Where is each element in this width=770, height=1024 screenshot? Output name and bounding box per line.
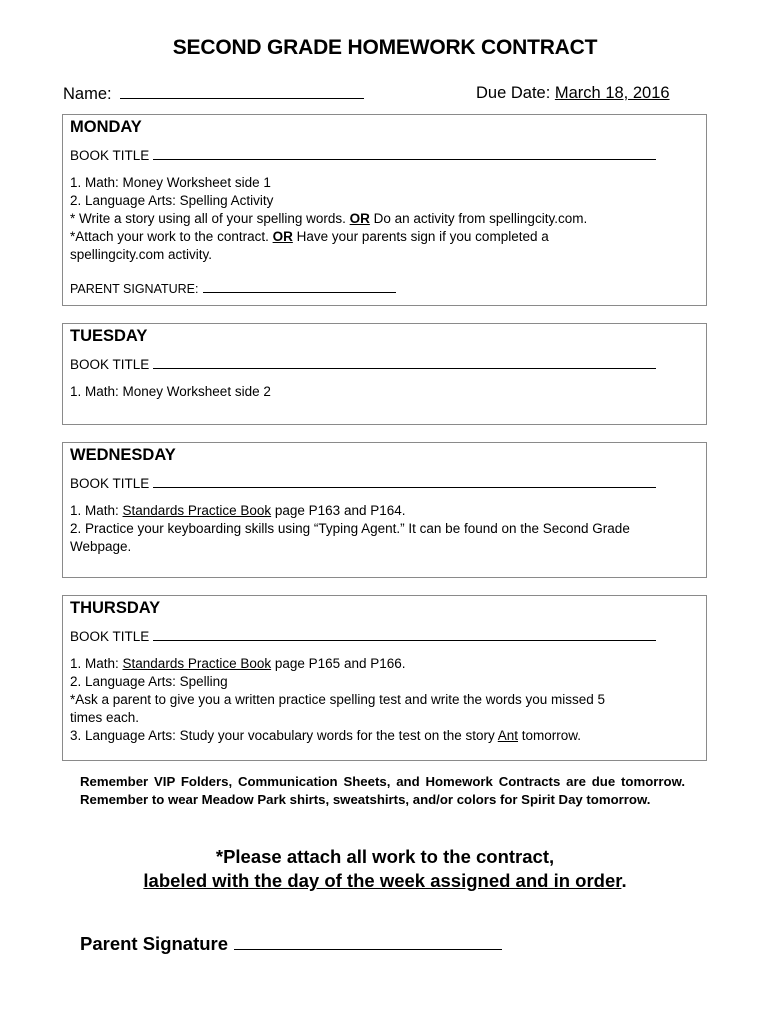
due-date-label: Due Date: [476,84,551,102]
wednesday-book-title [70,476,656,491]
tuesday-assignments [70,383,698,401]
text: tomorrow. [518,728,582,743]
thursday-line-3: *Ask a parent to give you a written practice spelling test and write the words you missed 5 [70,692,606,707]
name-label: Name: [63,85,112,103]
wednesday-heading: WEDNESDAY [70,446,176,464]
page-title: SECOND GRADE HOMEWORK CONTRACT [172,36,598,59]
book-title-blank [153,476,656,488]
book-title-blank [153,148,656,160]
monday-line-3 [70,210,698,228]
book-title-label: BOOK TITLE [70,476,150,491]
monday-section [62,114,707,306]
name-blank [120,84,364,99]
story-name: Ant [497,728,519,743]
thursday-line-4: times each. [70,710,140,725]
thursday-line-1 [70,655,698,673]
monday-line-2: 2. Language Arts: Spelling Activity [70,193,274,208]
text: 3. Language Arts: Study your vocabulary words for the test on the story [70,728,498,743]
attach-line-2-text: labeled with the day of the week assigned and in order [143,870,622,891]
monday-line-4 [70,228,698,246]
book-title-label: BOOK TITLE [70,629,150,644]
text: Have your parents sign if you completed a [292,229,549,244]
attach-instructions [0,845,770,893]
book-title-blank [153,629,656,641]
parent-signature-footer-blank [234,933,502,950]
text: 1. Math: [70,503,123,518]
parent-signature-label: PARENT SIGNATURE: [70,282,199,296]
attach-line-1: *Please attach all work to the contract, [215,846,555,867]
book-title-label: BOOK TITLE [70,357,150,372]
monday-line-5: spellingcity.com activity. [70,247,213,262]
reminder-note: Remember VIP Folders, Communication Sheets, and Homework Contracts are due tomorrow. Remember to wear Meadow Park shirts, sweatshirts, and/or colors for Spirit Day tomorrow. [80,774,685,807]
text: * Write a story using all of your spelling words. [70,211,350,226]
wednesday-line-1 [70,502,698,520]
monday-book-title [70,148,656,163]
name-field [63,84,364,104]
thursday-line-2: 2. Language Arts: Spelling [70,674,228,689]
or-emphasis: OR [349,211,370,226]
text: page P165 and P166. [271,656,406,671]
parent-signature-footer [80,933,502,955]
thursday-assignments [70,655,698,745]
text: 1. Math: [70,656,123,671]
attach-period: . [621,870,627,891]
due-date-field [476,84,670,103]
thursday-book-title [70,629,656,644]
book-name: Standards Practice Book [122,656,272,671]
text: Do an activity from spellingcity.com. [369,211,588,226]
book-title-label: BOOK TITLE [70,148,150,163]
thursday-heading: THURSDAY [70,599,161,617]
wednesday-line-2: 2. Practice your keyboarding skills using “Typing Agent.” It can be found on the Second Grade [70,521,630,536]
or-emphasis: OR [272,229,293,244]
book-title-blank [153,357,656,369]
wednesday-assignments [70,502,698,556]
monday-heading: MONDAY [70,118,142,136]
tuesday-line-1: 1. Math: Money Worksheet side 2 [70,384,271,399]
book-name: Standards Practice Book [122,503,272,518]
text: page P163 and P164. [271,503,406,518]
tuesday-book-title [70,357,656,372]
parent-signature-blank [203,282,396,293]
monday-line-1: 1. Math: Money Worksheet side 1 [70,175,271,190]
parent-signature-footer-label: Parent Signature [80,933,229,954]
wednesday-line-3: Webpage. [70,539,132,554]
attach-line-2 [0,869,770,893]
monday-assignments [70,174,698,264]
tuesday-section [62,323,707,425]
monday-parent-signature [70,282,396,296]
thursday-section [62,595,707,761]
text: *Attach your work to the contract. [70,229,273,244]
tuesday-heading: TUESDAY [70,327,148,345]
due-date-value: March 18, 2016 [554,84,670,102]
thursday-line-5 [70,727,698,745]
wednesday-section [62,442,707,578]
